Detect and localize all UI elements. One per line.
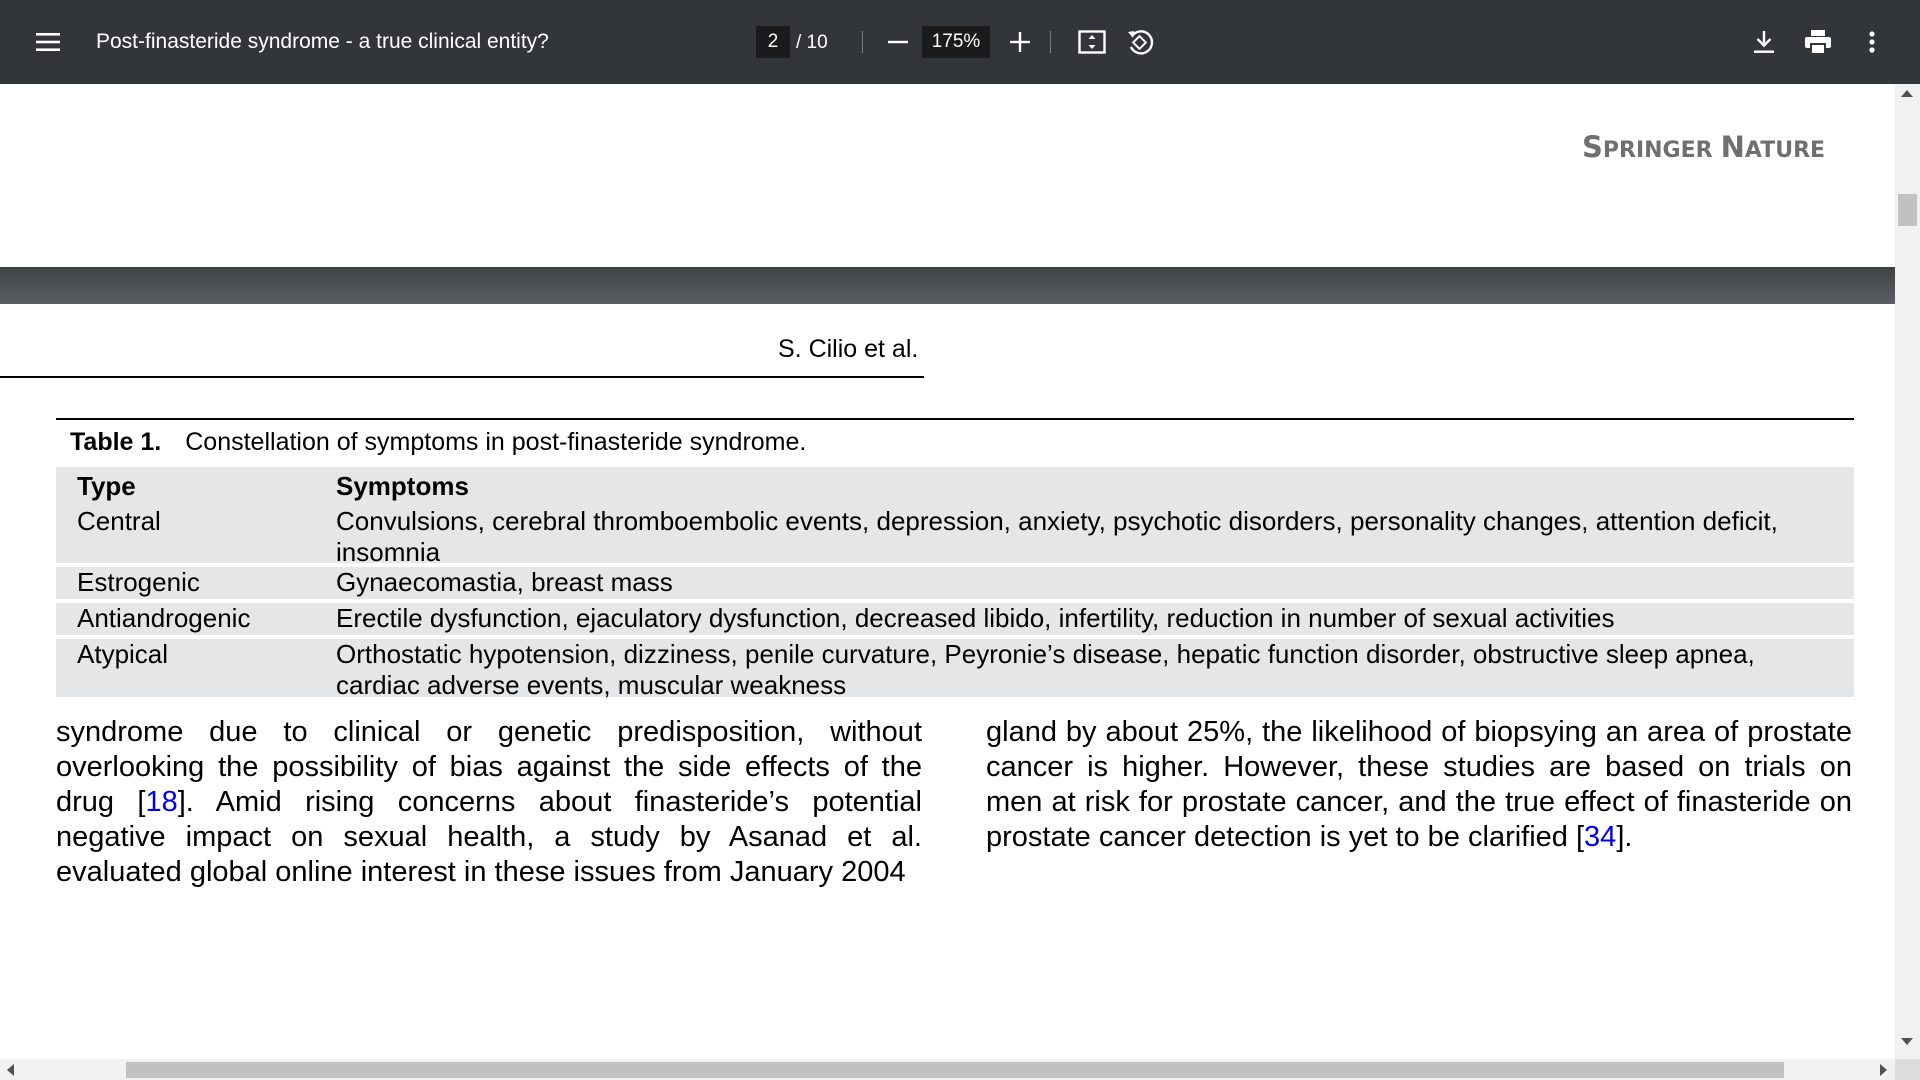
- zoom-out-button[interactable]: [880, 24, 916, 60]
- table-cell-symptoms: Erectile dysfunction, ejaculatory dysfunction, decreased libido, infertility, reduction in number of sexual activities: [336, 603, 1615, 633]
- plus-icon: [1010, 32, 1030, 52]
- table-cell-symptoms: Convulsions, cerebral thromboembolic events, depression, anxiety, psychotic disorders, personality changes, attention deficit, insomnia: [336, 506, 1778, 567]
- print-button[interactable]: [1800, 24, 1836, 60]
- table-row: [56, 639, 1854, 700]
- table-header-type: Type: [77, 471, 136, 501]
- citation-link[interactable]: 34: [1584, 821, 1617, 853]
- table-cell-type: Estrogenic: [77, 567, 200, 597]
- page-separator: [0, 267, 1895, 304]
- scrollbar-corner: [1895, 1059, 1920, 1080]
- minus-icon: [888, 40, 908, 44]
- body-text-right-column: gland by about 25%, the likelihood of biopsying an area of prostate cancer is higher. However, these studies are based on trials on men at risk for prostate cancer, and the true effect of finasteride on prostate cancer detection is yet to be clarified [34].: [986, 716, 1852, 853]
- vertical-scroll-thumb[interactable]: [1898, 194, 1917, 226]
- body-text-left-column: syndrome due to clinical or genetic predisposition, without overlooking the possibility of bias against the side effects of the drug [18]. Amid rising concerns about finasteride’s potential negative impact on sexual health, a study by Asanad et al. evaluated global online interest in these issues from January 2004: [56, 716, 922, 888]
- print-icon: [1805, 30, 1831, 54]
- fit-to-page-icon: [1078, 30, 1106, 54]
- toolbar-divider: [1050, 31, 1051, 53]
- table-caption-text: Constellation of symptoms in post-finasteride syndrome.: [185, 428, 807, 456]
- table-cell-symptoms: Gynaecomastia, breast mass: [336, 567, 673, 597]
- hamburger-menu-icon[interactable]: [28, 22, 68, 62]
- page-total: / 10: [796, 32, 828, 53]
- scroll-left-arrow-icon[interactable]: [7, 1064, 14, 1076]
- horizontal-scrollbar[interactable]: [0, 1059, 1895, 1080]
- rotate-counterclockwise-icon: [1126, 28, 1154, 56]
- table-cell-type: Atypical: [77, 639, 169, 669]
- symptoms-table: [56, 467, 1854, 700]
- table-row: [56, 567, 1854, 603]
- horizontal-scroll-thumb[interactable]: [126, 1062, 1784, 1078]
- download-icon: [1754, 31, 1774, 53]
- document-title: Post-finasteride syndrome - a true clinical entity?: [96, 30, 549, 53]
- scroll-down-arrow-icon[interactable]: [1901, 1038, 1913, 1045]
- table-header-symptoms: Symptoms: [336, 471, 469, 501]
- running-head: S. Cilio et al.: [778, 335, 919, 363]
- more-options-button[interactable]: [1854, 24, 1890, 60]
- table-caption: [70, 428, 806, 457]
- vertical-scrollbar[interactable]: [1895, 84, 1920, 1059]
- table-cell-symptoms: Orthostatic hypotension, dizziness, penile curvature, Peyronie’s disease, hepatic function disorder, obstructive sleep apnea, cardiac adverse events, muscular weakness: [336, 639, 1755, 700]
- download-button[interactable]: [1746, 24, 1782, 60]
- table-cell-type: Antiandrogenic: [77, 603, 251, 633]
- table-header-row: [56, 467, 1854, 502]
- page-number-input[interactable]: [756, 26, 790, 58]
- header-rule: [0, 376, 924, 378]
- rotate-button[interactable]: [1122, 24, 1158, 60]
- zoom-in-button[interactable]: [1002, 24, 1038, 60]
- citation-link[interactable]: 18: [145, 786, 178, 818]
- table-row: [56, 603, 1854, 639]
- springer-nature-logo: SPRINGER NATURE: [1582, 130, 1826, 164]
- zoom-level-input[interactable]: [922, 26, 990, 58]
- more-vertical-icon: [1869, 31, 1875, 53]
- pdf-toolbar: [0, 0, 1920, 84]
- table-cell-type: Central: [77, 506, 161, 536]
- table-top-rule: [56, 418, 1854, 420]
- table-label: Table 1.: [70, 428, 162, 456]
- fit-to-page-button[interactable]: [1074, 24, 1110, 60]
- scroll-right-arrow-icon[interactable]: [1880, 1064, 1887, 1076]
- scroll-up-arrow-icon[interactable]: [1901, 90, 1913, 97]
- toolbar-divider: [862, 31, 863, 53]
- table-row: [56, 502, 1854, 567]
